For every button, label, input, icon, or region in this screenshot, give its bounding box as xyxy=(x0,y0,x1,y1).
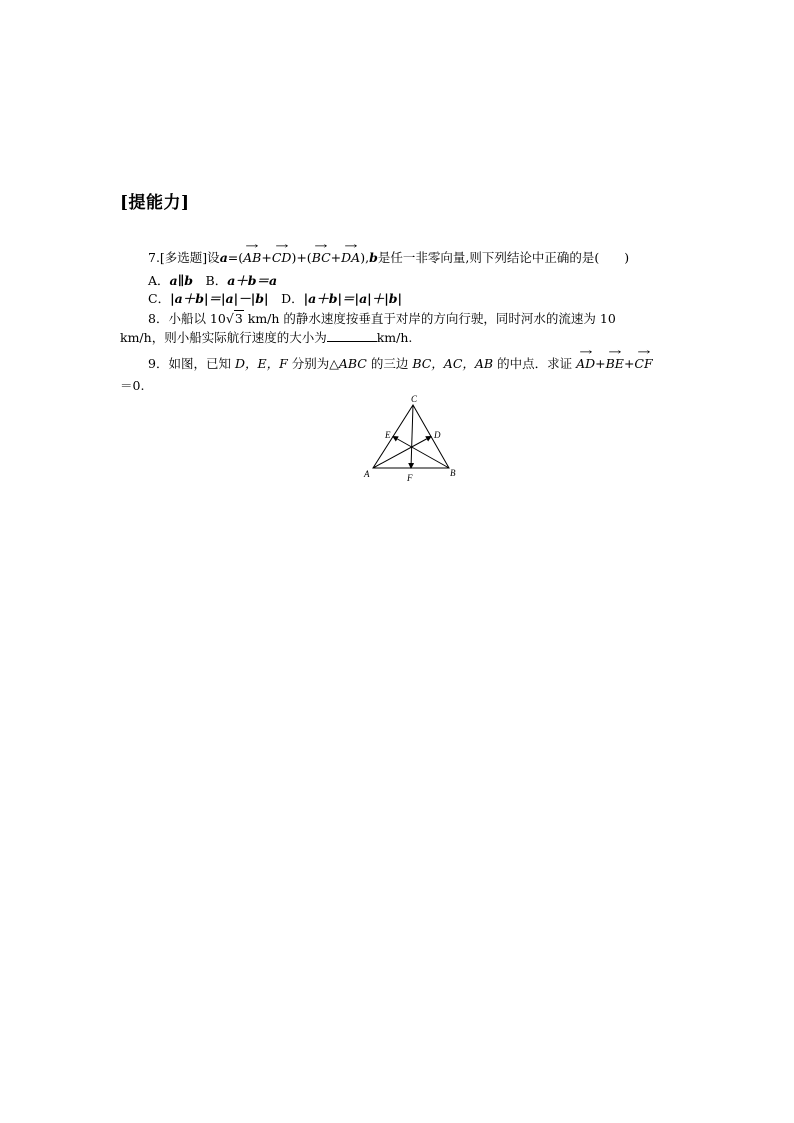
vector-ab: → AB xyxy=(243,250,261,266)
answer-blank[interactable] xyxy=(327,330,377,342)
section-title: [提能力] xyxy=(120,193,190,213)
vector-bc: → BC xyxy=(312,250,331,266)
label-d: D xyxy=(434,430,441,440)
question-7-options-ab: A．a∥b B．a＋b＝a xyxy=(148,273,278,288)
median-cf xyxy=(411,405,413,468)
sqrt-radicand: 3 xyxy=(234,311,243,326)
label-e: E xyxy=(385,430,391,440)
vector-ad: → AD xyxy=(576,356,595,372)
label-a: A xyxy=(364,469,370,479)
question-7-stem: 7.[多选题]设a=(→ AB+→ CD)+(→ BC+→ DA),b是任一非零向量,则下列结论中正确的是( ) xyxy=(148,250,629,266)
label-f: F xyxy=(407,473,413,483)
option-a: a∥b xyxy=(169,273,193,288)
question-9-line-1: 9．如图，已知 D，E，F 分别为△ABC 的三边 BC，AC，AB 的中点．求证 → AD+→ BE+→ CF xyxy=(148,356,653,372)
question-9-line-2: ＝0. xyxy=(120,378,145,393)
triangle-figure xyxy=(360,393,470,488)
sqrt-sign: √ xyxy=(225,311,234,326)
question-8-line-2: km/h，则小船实际航行速度的大小为 km/h. xyxy=(120,330,413,345)
vector-da: → DA xyxy=(341,250,360,266)
question-7-options-cd: C．|a＋b|＝|a|－|b| D．|a＋b|＝|a|＋|b| xyxy=(148,291,403,306)
option-d: |a＋b|＝|a|＋|b| xyxy=(303,291,403,306)
vector-cf: → CF xyxy=(634,356,652,372)
label-b: B xyxy=(450,468,456,478)
vector-cd: → CD xyxy=(272,250,292,266)
vector-be: → BE xyxy=(606,356,624,372)
label-c: C xyxy=(411,394,418,404)
option-c: |a＋b|＝|a|－|b| xyxy=(170,291,269,306)
option-b: a＋b＝a xyxy=(227,273,278,288)
question-8-line-1: 8．小船以 10√3 km/h 的静水速度按垂直于对岸的方向行驶，同时河水的流速为 10 xyxy=(148,311,616,326)
